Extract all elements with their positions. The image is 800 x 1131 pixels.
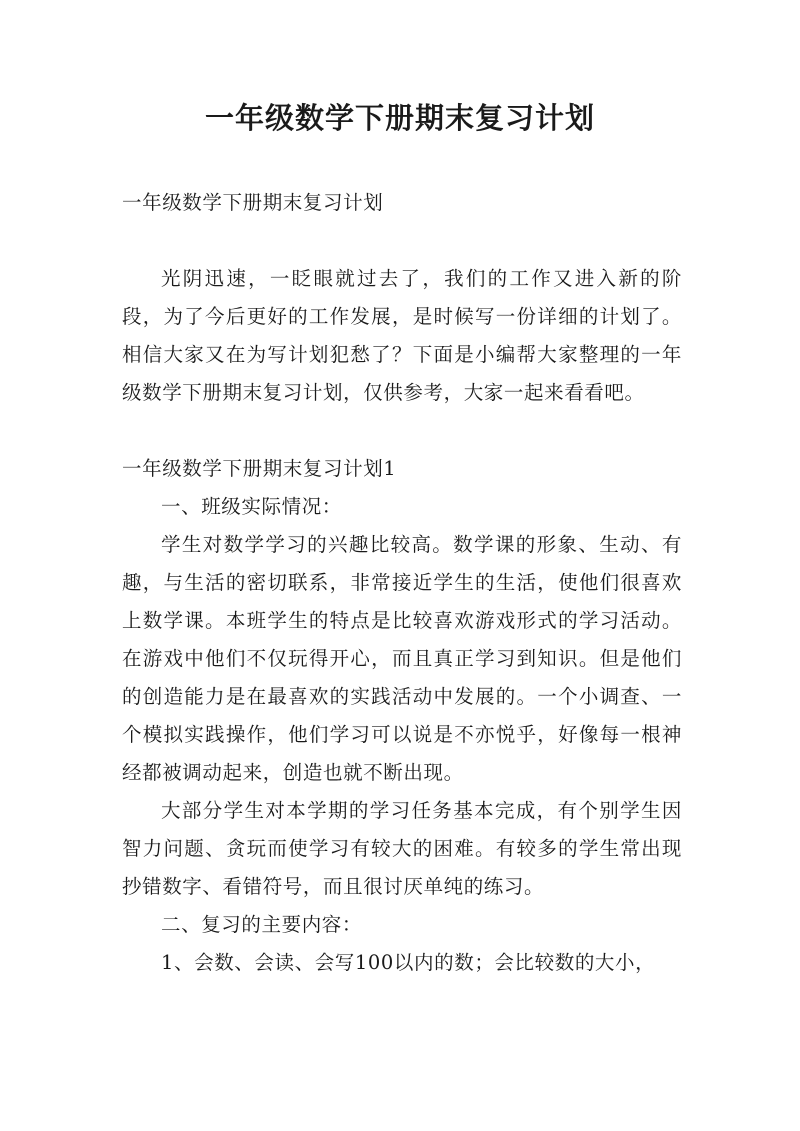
document-subtitle: 一年级数学下册期末复习计划 <box>122 191 384 214</box>
section-heading: 一年级数学下册期末复习计划1 <box>122 457 397 480</box>
part1-paragraph-1: 学生对数学学习的兴趣比较高。数学课的形象、生动、有趣，与生活的密切联系，非常接近学生的生活，使他们很喜欢上数学课。本班学生的特点是比较喜欢游戏形式的学习活动。在游戏中他们不仅玩得开心，而且真正学习到知识。但是他们的创造能力是在最喜欢的实践活动中发展的。一个小调查、一个模拟实践操作，他们学习可以说是不亦悦乎，好像每一根神经都被调动起来，创造也就不断出现。 <box>122 533 682 784</box>
intro-paragraph: 光阴迅速，一眨眼就过去了，我们的工作又进入新的阶段，为了今后更好的工作发展，是时候写一份详细的计划了。相信大家又在为写计划犯愁了？下面是小编帮大家整理的一年级数学下册期末复习计划，仅供参考，大家一起来看看吧。 <box>122 267 682 404</box>
document-body <box>122 184 682 982</box>
part1-heading: 一、班级实际情况： <box>161 495 342 518</box>
part2-heading: 二、复习的主要内容： <box>161 913 363 936</box>
document-title: 一年级数学下册期末复习计划 <box>204 101 595 135</box>
part1-paragraph-2: 大部分学生对本学期的学习任务基本完成，有个别学生因智力问题、贪玩而使学习有较大的困难。有较多的学生常出现抄错数字、看错符号，而且很讨厌单纯的练习。 <box>122 799 682 898</box>
part2-item-1: 1、会数、会读、会写100以内的数；会比较数的大小， <box>161 951 656 974</box>
